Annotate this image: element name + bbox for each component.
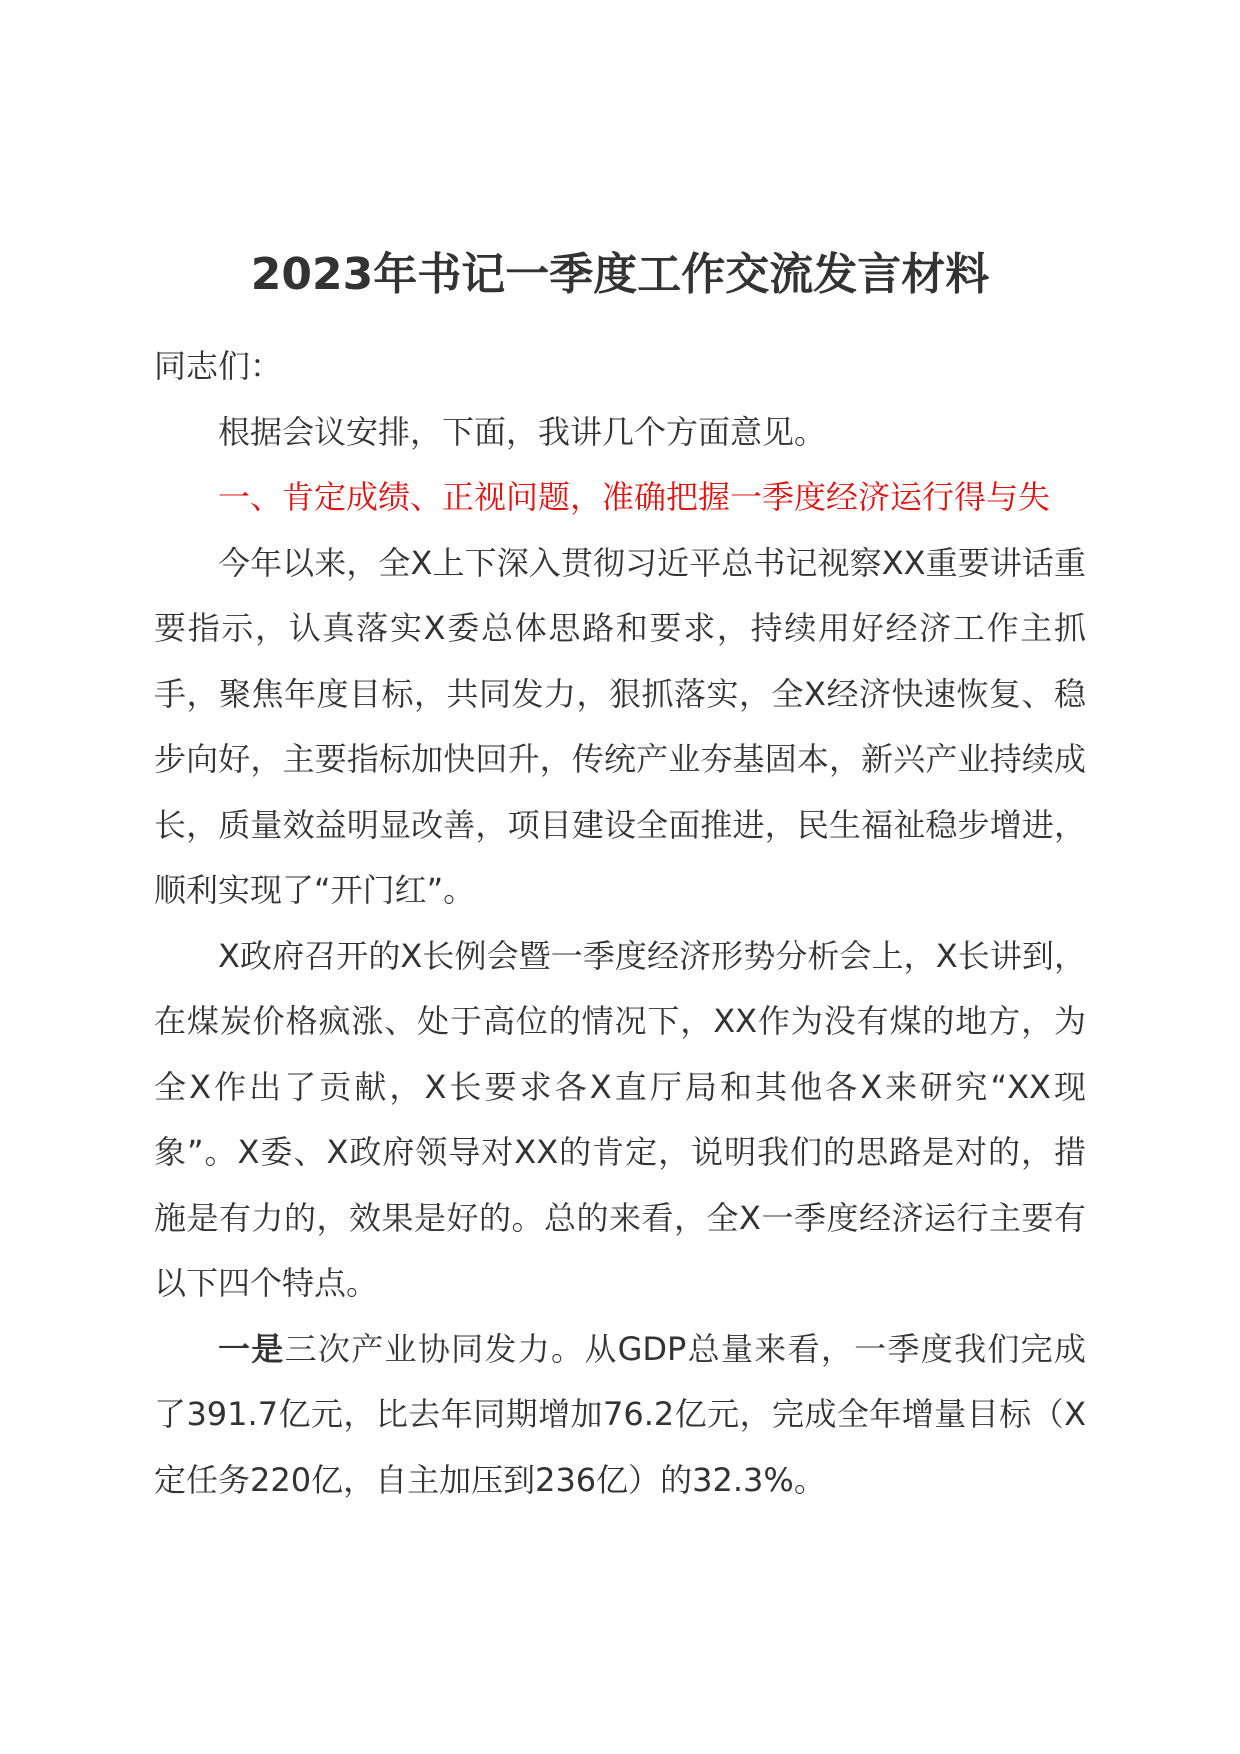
paragraph-achievements: 今年以来，全X上下深入贯彻习近平总书记视察XX重要讲话重要指示，认真落实X委总体思路和要求，持续用好经济工作主抓手，聚焦年度目标，共同发力，狠抓落实，全X经济快速恢复、稳步向好，主要指标加快回升，传统产业夯基固本，新兴产业持续成长，质量效益明显改善，项目建设全面推进，民生福祉稳步增进，顺利实现了“开门红”。 xyxy=(154,543,1086,909)
paragraph-gdp-text: 三次产业协同发力。从GDP总量来看，一季度我们完成了391.7亿元，比去年同期增加76.2亿元，完成全年增量目标（X定任务220亿，自主加压到236亿）的32.3%。 xyxy=(154,1329,1086,1499)
paragraph-lead-label: 一是 xyxy=(218,1329,285,1368)
salutation: 同志们： xyxy=(154,347,283,385)
document-body xyxy=(154,334,1086,1513)
section-heading: 一、肯定成绩、正视问题，准确把握一季度经济运行得与失 xyxy=(218,478,1051,516)
intro-paragraph: 根据会议安排，下面，我讲几个方面意见。 xyxy=(218,412,827,451)
paragraph-meeting: X政府召开的X长例会暨一季度经济形势分析会上，X长讲到，在煤炭价格疯涨、处于高位的情况下，XX作为没有煤的地方，为全X作出了贡献，X长要求各X直厅局和其他各X来研究“XX现象”。X委、X政府领导对XX的肯定，说明我们的思路是对的，措施是有力的，效果是好的。总的来看，全X一季度经济运行主要有以下四个特点。 xyxy=(154,936,1086,1302)
paragraph-gdp xyxy=(154,1317,1086,1514)
document-title: 2023年书记一季度工作交流发言材料 xyxy=(250,249,990,300)
